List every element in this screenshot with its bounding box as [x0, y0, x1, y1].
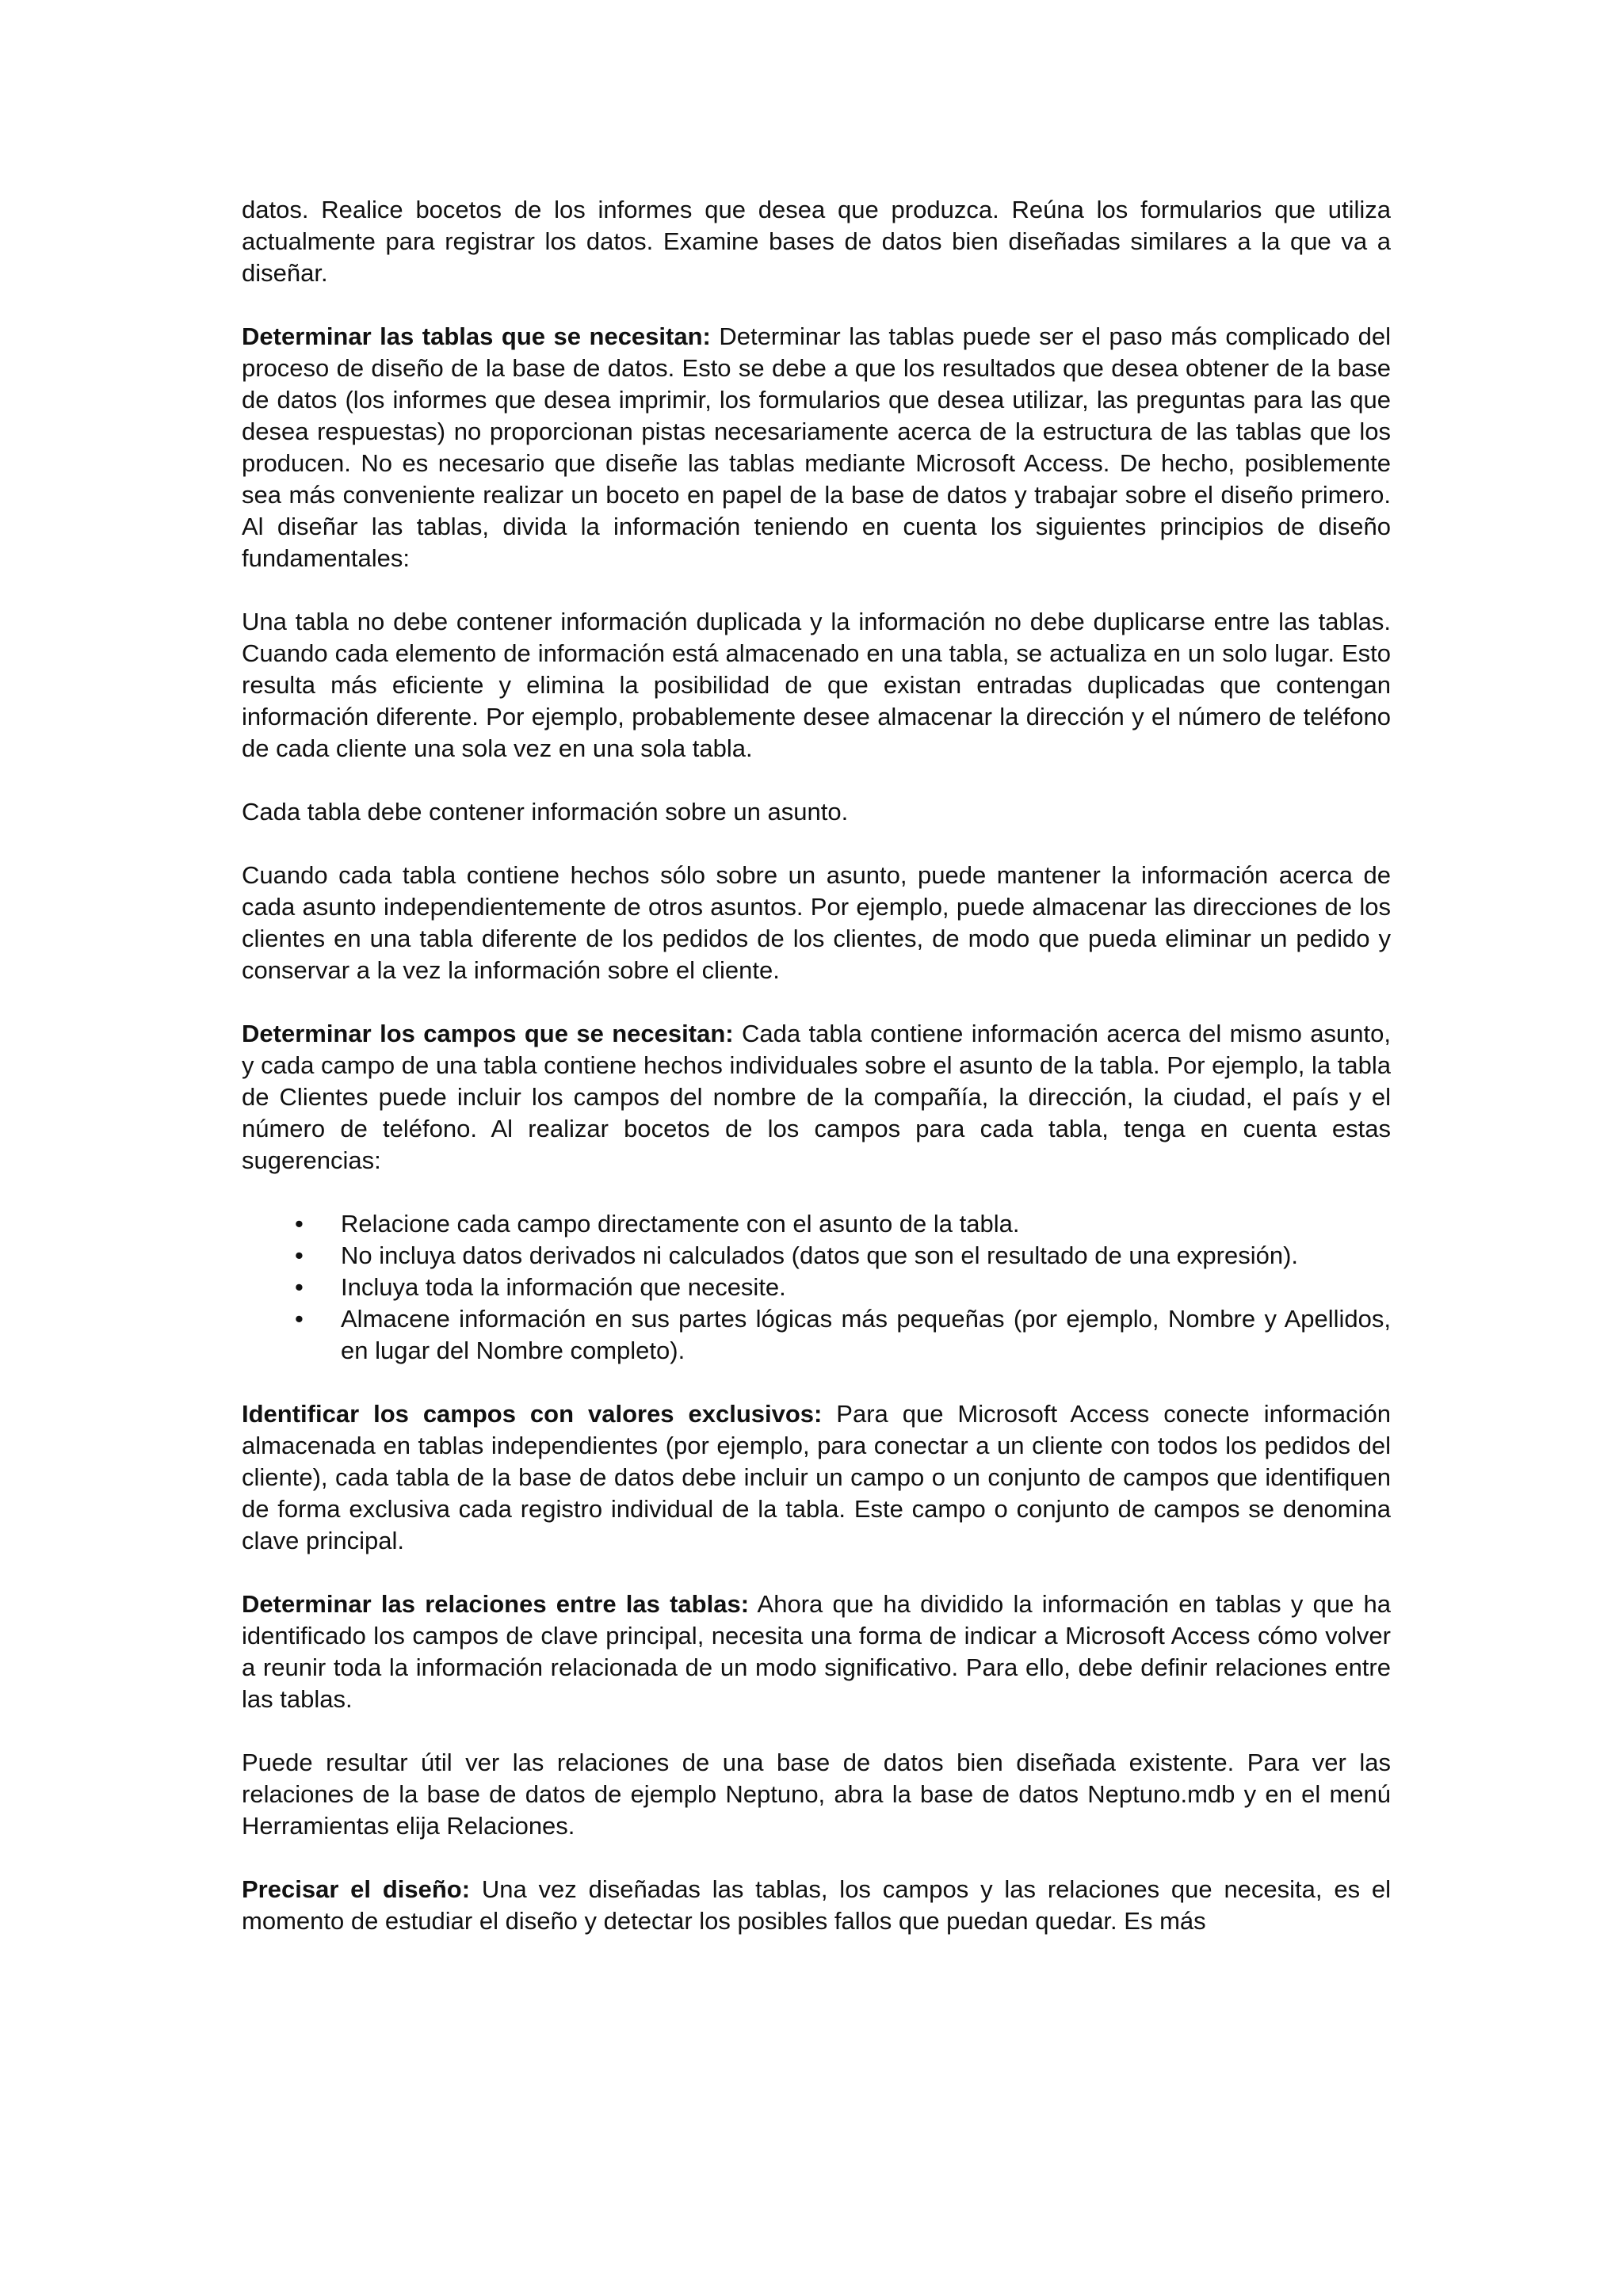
- paragraph-text: Cada tabla debe contener información sobre un asunto.: [242, 798, 849, 826]
- paragraph-precisar-diseno: [242, 1874, 1391, 1937]
- paragraph-determinar-campos: [242, 1018, 1391, 1177]
- paragraph-heading: Determinar las relaciones entre las tablas:: [242, 1590, 750, 1618]
- bullet-icon: •: [295, 1210, 304, 1238]
- paragraph-text: Para que Microsoft Access conecte información almacenada en tablas independientes (por ejemplo, para conectar a un cliente con todos los pedidos del cliente), cada tabla de la base de datos debe incluir un campo o un conjunto de campos que identifiquen de forma exclusiva cada registro individual de la tabla. Este campo o conjunto de campos se denomina clave principal.: [242, 1400, 1391, 1554]
- paragraph-heading: Determinar las tablas que se necesitan:: [242, 322, 711, 350]
- paragraph-text: Cada tabla contiene información acerca del mismo asunto, y cada campo de una tabla contiene hechos individuales sobre el asunto de la tabla. Por ejemplo, la tabla de Clientes puede incluir los campos del nombre de la compañía, la dirección, la ciudad, el país y el número de teléfono. Al realizar bocetos de los campos para cada tabla, tenga en cuenta estas sugerencias:: [242, 1020, 1391, 1174]
- paragraph-text: Cuando cada tabla contiene hechos sólo sobre un asunto, puede mantener la información acerca de cada asunto independientemente de otros asuntos. Por ejemplo, puede almacenar las direcciones de los clientes en una tabla diferente de los pedidos de los clientes, de modo que pueda eliminar un pedido y conservar a la vez la información sobre el cliente.: [242, 861, 1391, 984]
- paragraph-text: Una tabla no debe contener información duplicada y la información no debe duplicarse entre las tablas. Cuando cada elemento de información está almacenado en una tabla, se actualiza en un solo lugar. Esto resulta más eficiente y elimina la posibilidad de que existan entradas duplicadas que contengan información diferente. Por ejemplo, probablemente desee almacenar la dirección y el número de teléfono de cada cliente una sola vez en una sola tabla.: [242, 608, 1391, 762]
- paragraph-text: Ahora que ha dividido la información en tablas y que ha identificado los campos de clave principal, necesita una forma de indicar a Microsoft Access cómo volver a reunir toda la información relacionada de un modo significativo. Para ello, debe definir relaciones entre las tablas.: [242, 1590, 1392, 1713]
- paragraph-text: Puede resultar útil ver las relaciones de una base de datos bien diseñada existente. Para ver las relaciones de la base de datos de ejemplo Neptuno, abra la base de datos Neptuno.mdb y en el menú Herramientas elija Relaciones.: [242, 1749, 1391, 1840]
- list-item-text: Relacione cada campo directamente con el asunto de la tabla.: [341, 1210, 1020, 1238]
- list-item: [242, 1208, 1391, 1240]
- paragraph-intro: [242, 194, 1391, 289]
- paragraph-heading: Identificar los campos con valores exclusivos:: [242, 1400, 823, 1428]
- paragraph-info-duplicada: [242, 606, 1391, 765]
- bullet-icon: •: [295, 1305, 304, 1333]
- bullet-icon: •: [295, 1241, 304, 1269]
- paragraph-asunto: [242, 796, 1391, 828]
- list-item: [242, 1240, 1391, 1272]
- paragraph-ver-relaciones: [242, 1747, 1391, 1842]
- paragraph-hechos-asunto: [242, 860, 1391, 986]
- paragraph-text: Una vez diseñadas las tablas, los campos y las relaciones que necesita, es el momento de estudiar el diseño y detectar los posibles fallos que puedan quedar. Es más: [242, 1875, 1391, 1935]
- list-item: [242, 1303, 1391, 1367]
- document-page: [242, 194, 1391, 1969]
- paragraph-heading: Determinar los campos que se necesitan:: [242, 1020, 734, 1047]
- list-item: [242, 1272, 1391, 1303]
- bullet-icon: •: [295, 1273, 304, 1301]
- list-item-text: No incluya datos derivados ni calculados (datos que son el resultado de una expresión).: [341, 1241, 1299, 1269]
- paragraph-text: datos. Realice bocetos de los informes que desea que produzca. Reúna los formularios que utiliza actualmente para registrar los datos. Examine bases de datos bien diseñadas similares a la que va a diseñar.: [242, 196, 1391, 287]
- list-item-text: Almacene información en sus partes lógicas más pequeñas (por ejemplo, Nombre y Apellidos, en lugar del Nombre completo).: [341, 1305, 1391, 1364]
- paragraph-determinar-tablas: [242, 321, 1391, 574]
- paragraph-text: Determinar las tablas puede ser el paso más complicado del proceso de diseño de la base de datos. Esto se debe a que los resultados que desea obtener de la base de datos (los informes que desea imprimir, los formularios que desea utilizar, las preguntas para las que desea respuestas) no proporcionan pistas necesariamente acerca de la estructura de las tablas que los producen. No es necesario que diseñe las tablas mediante Microsoft Access. De hecho, posiblemente sea más conveniente realizar un boceto en papel de la base de datos y trabajar sobre el diseño primero. Al diseñar las tablas, divida la información teniendo en cuenta los siguientes principios de diseño fundamentales:: [242, 322, 1391, 572]
- list-item-text: Incluya toda la información que necesite.: [341, 1273, 786, 1301]
- paragraph-determinar-relaciones: [242, 1589, 1391, 1715]
- paragraph-identificar-campos: [242, 1398, 1391, 1557]
- suggestions-list: [242, 1208, 1391, 1367]
- paragraph-heading: Precisar el diseño:: [242, 1875, 471, 1903]
